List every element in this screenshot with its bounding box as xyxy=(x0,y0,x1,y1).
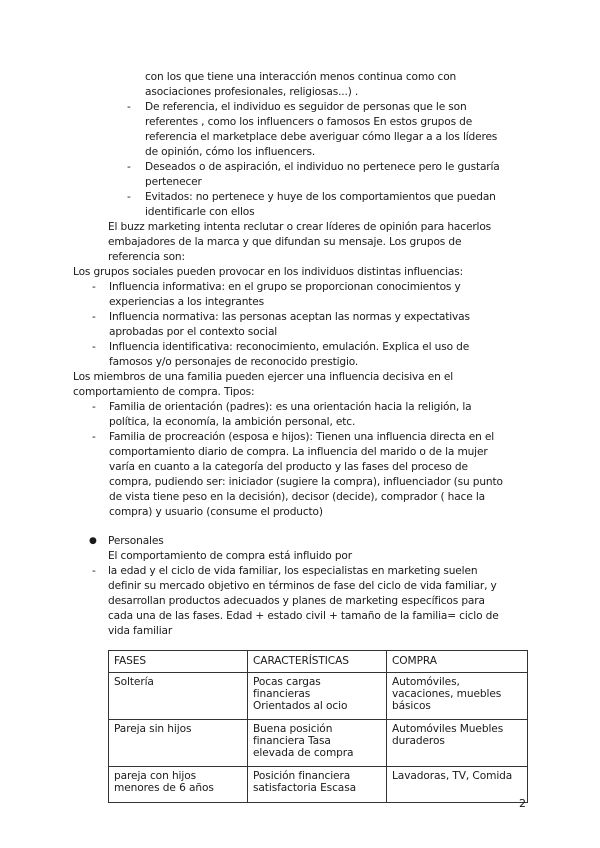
list-item-text: referencia el marketplace debe averiguar cómo llegar a a los líderes xyxy=(145,131,498,143)
list-item-text: identificarle con ellos xyxy=(145,206,255,218)
table-cell-caracteristicas xyxy=(248,767,387,803)
list-dash-icon: - xyxy=(92,431,96,443)
buzz-paragraph-line: El buzz marketing intenta reclutar o crear líderes de opinión para hacerlos xyxy=(108,221,492,233)
table-header-cell: CARACTERÍSTICAS xyxy=(248,651,387,673)
list-item-text: Influencia informativa: en el grupo se proporcionan conocimientos y xyxy=(109,281,461,293)
family-intro-line: Los miembros de una familia pueden ejercer una influencia decisiva en el xyxy=(73,371,454,383)
cell-text: Posición financiera xyxy=(253,770,351,782)
table-cell-caracteristicas xyxy=(248,673,387,720)
cell-text: Soltería xyxy=(114,676,154,688)
list-dash-icon: - xyxy=(92,281,96,293)
list-item-text: Familia de orientación (padres): es una orientación hacia la religión, la xyxy=(109,401,472,413)
list-item-text: famosos y/o personajes de reconocido prestigio. xyxy=(109,356,359,368)
cell-text: satisfactoria Escasa xyxy=(253,782,357,794)
table-cell-compra xyxy=(387,720,528,767)
cell-text: Orientados al ocio xyxy=(253,700,348,712)
list-item-text: compra) y usuario (consume el producto) xyxy=(109,506,323,518)
cell-text: Buena posición xyxy=(253,723,333,735)
list-item-text: Evitados: no pertenece y huye de los comportamientos que puedan xyxy=(145,191,496,203)
family-intro-line: comportamiento de compra. Tipos: xyxy=(73,386,255,398)
personal-intro: El comportamiento de compra está influido por xyxy=(108,550,352,562)
list-item-text: varía en cuanto a la categoría del producto y las fases del proceso de xyxy=(109,461,468,473)
list-item-text: definir su mercado objetivo en términos de fase del ciclo de vida familiar, y xyxy=(108,580,497,592)
list-item-text: pertenecer xyxy=(145,176,202,188)
cell-text: Pareja sin hijos xyxy=(114,723,192,735)
cell-text: Automóviles Muebles xyxy=(392,723,504,735)
table-cell-compra xyxy=(387,673,528,720)
table-cell-fase xyxy=(109,673,248,720)
list-item-text: vida familiar xyxy=(108,625,173,637)
list-item-text: comportamiento diario de compra. La influencia del marido o de la mujer xyxy=(109,446,488,458)
cell-text: financieras xyxy=(253,688,311,700)
buzz-paragraph-line: referencia son: xyxy=(108,251,185,263)
list-dash-icon: - xyxy=(127,101,131,113)
section-heading-personales: Personales xyxy=(108,535,164,547)
table-cell-fase xyxy=(109,767,248,803)
buzz-paragraph-line: embajadores de la marca y que difundan su mensaje. Los grupos de xyxy=(108,236,462,248)
list-item-text: la edad y el ciclo de vida familiar, los especialistas en marketing suelen xyxy=(108,565,478,577)
cell-text: vacaciones, muebles xyxy=(392,688,502,700)
cell-text: menores de 6 años xyxy=(114,782,214,794)
page-number: 2 xyxy=(519,797,526,810)
social-influences-intro: Los grupos sociales pueden provocar en los individuos distintas influencias: xyxy=(73,266,463,278)
cell-text: básicos xyxy=(392,700,431,712)
table-cell-caracteristicas xyxy=(248,720,387,767)
list-item-text: desarrollan productos adecuados y planes de marketing específicos para xyxy=(108,595,485,607)
table-header-cell: FASES xyxy=(109,651,248,673)
bullet-icon: ● xyxy=(89,536,97,546)
list-item-text: Deseados o de aspiración, el individuo no pertenece pero le gustaría xyxy=(145,161,500,173)
list-item-text: experiencias a los integrantes xyxy=(109,296,264,308)
cell-text: pareja con hijos xyxy=(114,770,197,782)
continuation-line: asociaciones profesionales, religiosas...) . xyxy=(145,86,359,98)
list-item-text: referentes , como los influencers o famosos En estos grupos de xyxy=(145,116,473,128)
list-dash-icon: - xyxy=(92,565,96,577)
list-item-text: compra, pudiendo ser: iniciador (sugiere la compra), influenciador (su punto xyxy=(109,476,503,488)
list-dash-icon: - xyxy=(92,401,96,413)
table-row xyxy=(109,767,528,803)
table-header-cell: COMPRA xyxy=(387,651,528,673)
list-item-text: De referencia, el individuo es seguidor de personas que le son xyxy=(145,101,467,113)
cell-text: financiera Tasa xyxy=(253,735,331,747)
list-item-text: Influencia normativa: las personas aceptan las normas y expectativas xyxy=(109,311,470,323)
list-item-text: Influencia identificativa: reconocimiento, emulación. Explica el uso de xyxy=(109,341,470,353)
table-cell-fase xyxy=(109,720,248,767)
list-dash-icon: - xyxy=(127,161,131,173)
table-header-row xyxy=(109,651,528,673)
list-dash-icon: - xyxy=(127,191,131,203)
list-item-text: de opinión, cómo los influencers. xyxy=(145,146,316,158)
cell-text: elevada de compra xyxy=(253,747,354,759)
table-row xyxy=(109,673,528,720)
list-item-text: aprobadas por el contexto social xyxy=(109,326,278,338)
continuation-line: con los que tiene una interacción menos continua como con xyxy=(145,71,457,83)
cell-text: Automóviles, xyxy=(392,676,460,688)
list-item-text: cada una de las fases. Edad + estado civil + tamaño de la familia= ciclo de xyxy=(108,610,499,622)
cell-text: Lavadoras, TV, Comida xyxy=(392,770,513,782)
cell-text: Pocas cargas xyxy=(253,676,321,688)
life-cycle-table xyxy=(108,650,528,803)
table-row xyxy=(109,720,528,767)
list-dash-icon: - xyxy=(92,311,96,323)
list-item-text: Familia de procreación (esposa e hijos): Tienen una influencia directa en el xyxy=(109,431,495,443)
table-cell-compra xyxy=(387,767,528,803)
list-item-text: política, la economía, la ambición personal, etc. xyxy=(109,416,356,428)
cell-text: duraderos xyxy=(392,735,445,747)
list-dash-icon: - xyxy=(92,341,96,353)
list-item-text: de vista tiene peso en la decisión), decisor (decide), comprador ( hace la xyxy=(109,491,485,503)
